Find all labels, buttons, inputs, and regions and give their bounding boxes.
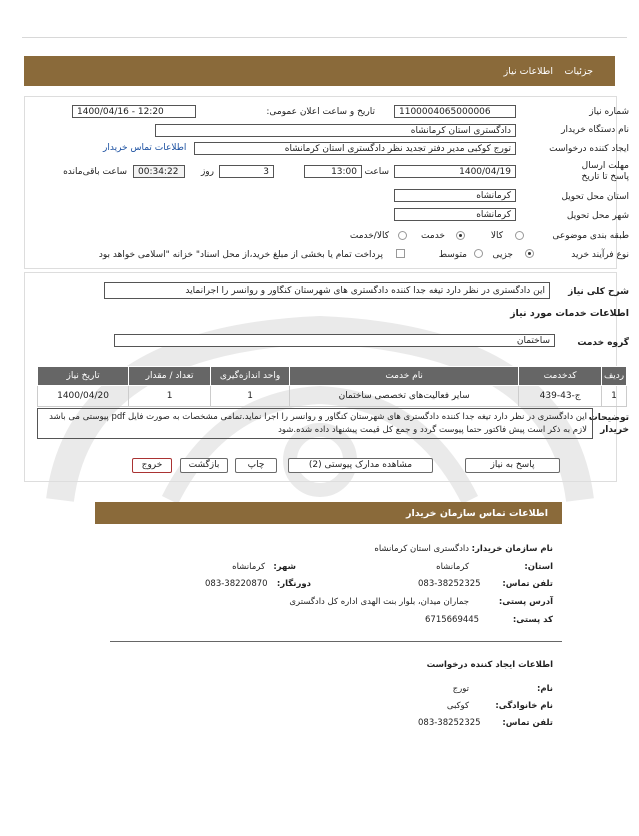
fax-value: 083-38220870 bbox=[205, 579, 268, 589]
phone-value: 083-38252325 bbox=[418, 579, 481, 589]
need-number-field: 1100004065000006 bbox=[394, 105, 516, 118]
process-label: نوع فرآیند خرید bbox=[571, 250, 629, 260]
deadline-time-field: 13:00 bbox=[304, 165, 362, 178]
cell-code: ج-43-439 bbox=[519, 386, 602, 407]
summary-field: این دادگستری در نظر دارد تیغه جدا کننده دادگستری های شهرستان کنگاور و روانسر را اجرانماید bbox=[104, 282, 550, 299]
col-row: ردیف bbox=[602, 367, 627, 386]
r-family-value: کوکبی bbox=[446, 701, 469, 711]
col-name: نام خدمت bbox=[290, 367, 519, 386]
print-button[interactable]: چاپ bbox=[235, 458, 277, 473]
treasury-payment-checkbox[interactable] bbox=[396, 249, 405, 258]
cell-row: 1 bbox=[602, 386, 627, 407]
payment-note: پرداخت تمام یا بخشی از مبلغ خرید،از محل اسناد" خزانه "اسلامی خواهد بود bbox=[98, 250, 383, 260]
radio-medium[interactable] bbox=[474, 249, 483, 258]
cell-qty: 1 bbox=[129, 386, 211, 407]
service-option-label: خدمت bbox=[421, 231, 445, 241]
radio-minor[interactable] bbox=[525, 249, 534, 258]
city-value: کرمانشاه bbox=[232, 562, 265, 572]
buyer-notes-field: این دادگستری در نظر دارد تیغه جدا کننده دادگستری های شهرستان کنگاور و روانسر را اجرا نماید.تمامی مشخصات به صورت فایل pdf پیوستی می باشد لازم به ذکر است پیش فاکتور حتما پیوست گردد و جمع کل قیمت پیشنهاد داده شده.شود bbox=[37, 408, 593, 439]
deadline-label: مهلت ارسال پاسخ تا تاریخ bbox=[581, 161, 629, 182]
top-divider bbox=[22, 37, 627, 38]
minor-option-label: جزیی bbox=[492, 250, 513, 260]
respond-button[interactable]: پاسخ به نیاز bbox=[465, 458, 560, 473]
need-info-panel bbox=[24, 96, 617, 269]
contact-title: اطلاعات تماس سازمان خریدار bbox=[405, 508, 548, 519]
city-label: شهر: bbox=[273, 562, 296, 572]
buyer-name-label: نام سازمان خریدار: bbox=[471, 544, 553, 554]
remaining-label: ساعت باقی‌مانده bbox=[63, 167, 127, 177]
col-unit: واحد اندازه‌گیری bbox=[211, 367, 290, 386]
buyer-contact-link[interactable]: اطلاعات تماس خریدار bbox=[103, 143, 187, 153]
remaining-time-field: 00:34:22 bbox=[133, 165, 185, 178]
requester-label: ایجاد کننده درخواست bbox=[549, 144, 629, 154]
province-label: استان: bbox=[524, 562, 553, 572]
deadline-days-field: 3 bbox=[219, 165, 274, 178]
delivery-province-label: استان محل تحویل bbox=[561, 192, 629, 202]
service-group-field: ساختمان bbox=[114, 334, 555, 347]
service-group-label: گروه خدمت bbox=[577, 338, 629, 348]
announce-date-label: تاریخ و ساعت اعلان عمومی: bbox=[266, 107, 375, 117]
delivery-province-field: کرمانشاه bbox=[394, 189, 516, 202]
medium-option-label: متوسط bbox=[438, 250, 467, 260]
buyer-name-value: دادگستری استان کرمانشاه bbox=[374, 544, 469, 554]
cell-date: 1400/04/20 bbox=[38, 386, 129, 407]
r-name-label: نام: bbox=[536, 684, 553, 694]
r-phone-value: 083-38252325 bbox=[418, 718, 481, 728]
services-title: اطلاعات خدمات مورد نیاز bbox=[510, 308, 629, 319]
requester-field: تورج کوکبی مدیر دفتر تجدید نظر دادگستری استان کرمانشاه bbox=[194, 142, 516, 155]
deadline-date-field: 1400/04/19 bbox=[394, 165, 516, 178]
col-qty: تعداد / مقدار bbox=[129, 367, 211, 386]
details-label: جزئیات bbox=[564, 66, 593, 77]
buyer-org-label: نام دستگاه خریدار bbox=[561, 125, 629, 135]
contact-divider bbox=[110, 641, 562, 642]
col-code: کدخدمت bbox=[519, 367, 602, 386]
address-value: جماران میدان، بلوار بنت الهدی اداره کل دادگستری bbox=[289, 597, 469, 607]
goods-option-label: کالا bbox=[490, 231, 503, 241]
radio-goods[interactable] bbox=[515, 231, 524, 240]
radio-service[interactable] bbox=[456, 231, 465, 240]
announce-date-field: 1400/04/16 - 12:20 bbox=[72, 105, 196, 118]
buyer-notes-label: توضیحات خریدار bbox=[588, 413, 629, 435]
page-header bbox=[24, 56, 615, 86]
attachments-button[interactable]: مشاهده مدارک پیوستی (2) bbox=[288, 458, 433, 473]
r-name-value: تورج bbox=[452, 684, 469, 694]
phone-label: تلفن تماس: bbox=[502, 579, 553, 589]
contact-header bbox=[95, 502, 562, 524]
buyer-org-field: دادگستری استان کرمانشاه bbox=[155, 124, 516, 137]
deadline-time-label: ساعت bbox=[364, 167, 389, 177]
r-phone-label: تلفن تماس: bbox=[502, 718, 553, 728]
delivery-city-label: شهر محل تحویل bbox=[566, 211, 629, 221]
category-label: طبقه بندی موضوعی bbox=[552, 231, 629, 241]
cell-name: سایر فعالیت‌های تخصصی ساختمان bbox=[290, 386, 519, 407]
postal-label: کد پستی: bbox=[512, 615, 553, 625]
radio-goods-service[interactable] bbox=[398, 231, 407, 240]
cell-unit: 1 bbox=[211, 386, 290, 407]
requester-info-title: اطلاعات ایجاد کننده درخواست bbox=[426, 660, 553, 670]
summary-label: شرح کلی نیاز bbox=[568, 287, 629, 297]
address-label: آدرس پستی: bbox=[498, 597, 553, 607]
delivery-city-field: کرمانشاه bbox=[394, 208, 516, 221]
col-date: تاریخ نیاز bbox=[38, 367, 129, 386]
r-family-label: نام خانوادگی: bbox=[495, 701, 553, 711]
fax-label: دورنگار: bbox=[276, 579, 311, 589]
services-table bbox=[37, 366, 627, 407]
need-number-label: شماره نیاز bbox=[589, 107, 629, 117]
back-button[interactable]: بازگشت bbox=[180, 458, 228, 473]
postal-value: 6715669445 bbox=[425, 615, 480, 625]
table-row bbox=[38, 386, 627, 407]
exit-button[interactable]: خروج bbox=[132, 458, 172, 473]
province-value: کرمانشاه bbox=[436, 562, 469, 572]
need-info-label: اطلاعات نیاز bbox=[503, 66, 553, 77]
goods-service-option-label: کالا/خدمت bbox=[349, 231, 389, 241]
days-label: روز bbox=[200, 167, 214, 177]
